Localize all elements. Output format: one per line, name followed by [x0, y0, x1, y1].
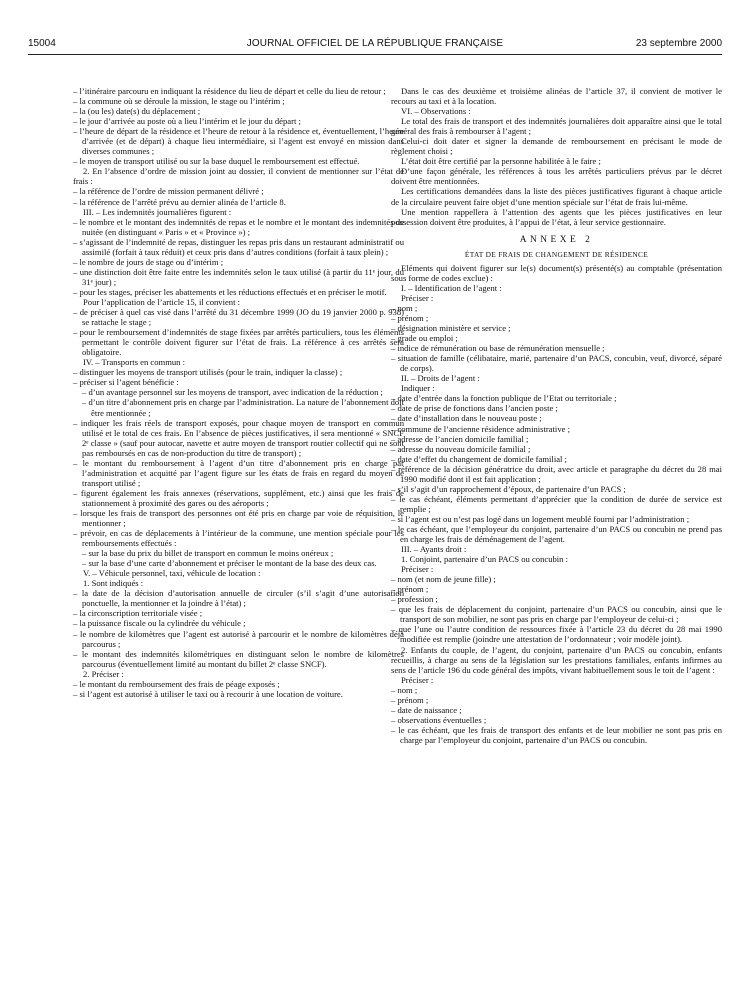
list-item: – date d’effet du changement de domicile familial ; [391, 453, 567, 464]
left-column [73, 86, 404, 699]
paragraph: 1. Conjoint, partenaire d’un PACS ou concubin : [401, 554, 569, 565]
paragraph: II. – Droits de l’agent : [401, 373, 480, 384]
header-rule [28, 54, 722, 55]
page-header [28, 38, 722, 52]
right-column [391, 86, 722, 745]
list-item: – prénom ; [391, 584, 429, 595]
list-item: – la commune où se déroule la mission, le stage ou l’intérim ; [73, 96, 285, 107]
paragraph: 1. Sont indiqués : [83, 578, 144, 589]
list-item: – grade ou emploi ; [391, 333, 458, 344]
list-item: – l’itinéraire parcouru en indiquant la résidence du lieu de départ et celle du lieu de retour ; [73, 86, 386, 96]
list-item: – adresse de l’ancien domicile familial ; [391, 433, 529, 444]
sub-list-item: – sur la base du prix du billet de transport en commun le moins onéreux ; [82, 548, 334, 559]
journal-title: JOURNAL OFFICIEL DE LA RÉPUBLIQUE FRANÇAISE [246, 38, 504, 49]
paragraph: Celui-ci doit dater et signer la demande de remboursement en précisant le mode de règlement choisi ; [391, 136, 722, 157]
list-item: – le montant du remboursement des frais de péage exposés ; [73, 678, 280, 689]
sub-list-item: – d’un avantage personnel sur les moyens de transport, avec indication de la réduction ; [82, 387, 383, 398]
list-item: – le montant des indemnités kilométriques en distinguant selon le nombre de kilomètres parcourus (éventuellement limité au montant du billet 2ᵉ classe SNCF). [73, 648, 404, 669]
list-item: – le montant du remboursement à l’agent d’un titre d’abonnement pris en charge par l’administration et acquitté par l’agent figure sur les états de frais en regard du moyen de transport utilisé ; [73, 457, 404, 488]
list-item: – adresse du nouveau domicile familial ; [391, 443, 531, 454]
list-item: – nom (et nom de jeune fille) ; [391, 574, 496, 585]
list-item: – pour le remboursement d’indemnités de stage fixées par arrêtés particuliers, tous les éléments permettant le contrôle doivent figurer sur l’état de frais. La référence à ces arrêtés sera obligatoire. [73, 327, 404, 358]
paragraph: 2. Préciser : [83, 668, 124, 679]
list-item: – le nombre de kilomètres que l’agent est autorisé à parcourir et le nombre de kilomètres déjà parcourus ; [73, 628, 404, 649]
list-item: – lorsque les frais de transport des personnes ont été pris en charge par voie de réquisition, le mentionner ; [73, 507, 404, 529]
list-item: – le cas échéant, éléments permettant d’apprécier que la condition de durée de service est remplie ; [391, 493, 722, 514]
list-item: – le cas échéant, que les frais de transport des enfants et de leur mobilier ne sont pas pris en charge par l’employeur du conjoint, partenaire d’un PACS ou concubin. [391, 724, 722, 745]
list-item: – que l’une ou l’autre condition de ressources fixée à l’article 23 du décret du 28 mai 1990 modifiée est remplie (joindre une attestation de l’ordonnateur ; voir modèle joint). [391, 624, 722, 645]
paragraph: III. – Les indemnités journalières figurent : [83, 206, 232, 217]
paragraph: 2. En l’absence d’ordre de mission joint au dossier, il convient de mentionner sur l’état de frais : [73, 166, 404, 187]
list-item: – prénom ; [391, 694, 429, 705]
list-item: – s’agissant de l’indemnité de repas, distinguer les repas pris dans un restaurant administratif ou assimilé (forfait à taux réduit) et ceux pris dans d’autres conditions (forfait à taux plein) ; [73, 236, 404, 257]
list-item: – de préciser à quel cas visé dans l’arrêté du 31 décembre 1999 (JO du 19 janvier 2000 p. 938) se rattache le stage ; [73, 307, 404, 328]
paragraph: Pour l’application de l’article 15, il convient : [83, 296, 241, 307]
paragraph: Une mention rappellera à l’attention des agents que les pièces justificatives en leur possession doivent être produites, à l’appui de l’état, à leur service gestionnaire. [391, 206, 722, 227]
paragraph: Préciser : [401, 564, 434, 575]
list-item: – la référence de l’ordre de mission permanent délivré ; [73, 186, 264, 197]
paragraph: IV. – Transports en commun : [83, 357, 186, 368]
publication-date: 23 septembre 2000 [635, 38, 722, 49]
list-item: – profession ; [391, 594, 438, 605]
paragraph: Préciser : [401, 674, 434, 685]
list-item: – si l’agent est ou n’est pas logé dans un logement meublé fourni par l’administration ; [391, 513, 690, 524]
list-item: – la (ou les) date(s) du déplacement ; [73, 106, 201, 117]
list-item: – le nombre de jours de stage ou d’intérim ; [73, 256, 224, 267]
paragraph: D’une façon générale, les références à tous les arrêtés particuliers prévus par le décret doivent être mentionnées. [391, 166, 722, 187]
paragraph: I. – Identification de l’agent : [401, 282, 502, 293]
page-number: 15004 [28, 38, 56, 49]
sub-list-item: – d’un titre d’abonnement pris en charge par l’administration. La nature de l’abonnement doit être mentionnée ; [82, 397, 405, 418]
list-item: – l’heure de départ de la résidence et l’heure de retour à la résidence et, éventuellement, l’heure d’arrivée (et de départ) à chaque lieu intermédiaire, si l’agent est envoyé en mission dans diverses communes ; [73, 126, 404, 157]
list-item: – s’il s’agit d’un rapprochement d’époux, de partenaire d’un PACS ; [391, 483, 626, 494]
paragraph: 2. Enfants du couple, de l’agent, du conjoint, partenaire d’un PACS ou concubin, enfants recueillis, à charge au sens de la législation sur les prestations familiales, enfants infirmes au sens de l’article 196 du code général des impôts, vivant habituellement sous le toit de l’agent : [391, 644, 722, 675]
list-item: – préciser si l’agent bénéficie : [73, 377, 179, 388]
list-item: – que les frais de déplacement du conjoint, partenaire d’un PACS ou concubin, ainsi que le transport de son mobilier, ne sont pas pris en charge par l’employeur de celui-ci ; [391, 604, 722, 625]
list-item: – la circonscription territoriale visée ; [73, 608, 203, 619]
paragraph: III. – Ayants droit : [401, 544, 467, 555]
list-item: – indiquer les frais réels de transport exposés, pour chaque moyen de transport en commun utilisé et le total de ces frais. En l’absence de pièces justificatives, il sera mentionné « SNCF 2ᵉ classe » (sauf pour autocar, navette et autre moyen de transport routier collectif qui ne sont pas remboursés en cas de non-production du titre de transport) ; [73, 417, 404, 458]
list-item: – distinguer les moyens de transport utilisés (pour le train, indiquer la classe) ; [73, 367, 343, 378]
list-item: – nom ; [391, 684, 418, 695]
paragraph: Indiquer : [401, 383, 435, 394]
paragraph: Dans le cas des deuxième et troisième alinéas de l’article 37, il convient de motiver le recours au taxi et à la location. [391, 86, 722, 107]
list-item: – prénom ; [391, 312, 429, 323]
paragraph: Le total des frais de transport et des indemnités journalières doit apparaître ainsi que le total général des frais à rembourser à l’agent ; [391, 116, 722, 137]
list-item: – figurent également les frais annexes (réservations, supplément, etc.) ainsi que les frais de stationnement à proximité des gares ou des aéroports ; [73, 487, 404, 508]
list-item: – le cas échéant, que l’employeur du conjoint, partenaire d’un PACS ou concubin ne prend pas en charge les frais de déménagement de l’agent. [391, 523, 722, 545]
list-item: – une distinction doit être faite entre les indemnités selon le taux utilisé (à partir du 11ᵉ jour, du 31ᵉ jour) ; [73, 266, 404, 287]
list-item: – le jour d’arrivée au poste où a lieu l’intérim et le jour du départ ; [73, 116, 301, 127]
list-item: – si l’agent est autorisé à utiliser le taxi ou à recourir à une location de voiture. [73, 688, 343, 699]
paragraph: VI. – Observations : [401, 106, 471, 117]
list-item: – date d’entrée dans la fonction publique de l’Etat ou territoriale ; [391, 393, 617, 404]
list-item: – la date de la décision d’autorisation annuelle de circuler (s’il s’agit d’une autorisation ponctuelle, la mentionner et la joindre à l’état) ; [73, 588, 404, 609]
list-item: – désignation ministère et service ; [391, 323, 511, 334]
paragraph: Les certifications demandées dans la liste des pièces justificatives figurant à chaque article de la circulaire peuvent faire objet d’une mention spéciale sur l’état de frais lui-même. [391, 186, 722, 207]
list-item: – le nombre et le montant des indemnités de repas et le nombre et le montant des indemnités de nuitée (en distinguant « Paris » et « Province ») ; [73, 216, 404, 237]
paragraph: V. – Véhicule personnel, taxi, véhicule de location : [83, 568, 261, 579]
list-item: – observations éventuelles ; [391, 714, 487, 725]
list-item: – date de prise de fonctions dans l’ancien poste ; [391, 403, 558, 414]
list-item: – commune de l’ancienne résidence administrative ; [391, 423, 570, 434]
list-item: – le moyen de transport utilisé ou sur la base duquel le remboursement est effectué. [73, 156, 360, 167]
list-item: – date d’installation dans le nouveau poste ; [391, 413, 542, 424]
paragraph: Eléments qui doivent figurer sur le(s) document(s) présenté(s) au comptable (présentation sous forme de codes exclue) : [391, 262, 722, 283]
list-item: – situation de famille (célibataire, marié, partenaire d’un PACS, concubin, veuf, divorcé, séparé de corps). [391, 353, 722, 374]
list-item: – nom ; [391, 302, 418, 313]
list-item: – indice de rémunération ou base de rémunération mensuelle ; [391, 343, 605, 354]
list-item: – référence de la décision génératrice du droit, avec article et paragraphe du décret du 28 mai 1990 modifié dont il est fait application ; [391, 463, 722, 484]
sub-list-item: – sur la base d’une carte d’abonnement et préciser le montant de la base des deux cas. [82, 558, 377, 569]
annex-heading: ANNEXE 2 [519, 234, 594, 245]
paragraph: Préciser : [401, 292, 434, 303]
list-item: – la référence de l’arrêté prévu au dernier alinéa de l’article 8. [73, 196, 286, 207]
list-item: – date de naissance ; [391, 704, 462, 715]
list-item: – la puissance fiscale ou la cylindrée du véhicule ; [73, 618, 246, 629]
list-item: – pour les stages, préciser les abattements et les réductions effectués et en préciser le motif. [73, 286, 387, 297]
annex-subtitle: ÉTAT DE FRAIS DE CHANGEMENT DE RÉSIDENCE [464, 249, 649, 259]
list-item: – prévoir, en cas de déplacements à l’intérieur de la commune, une mention spéciale pour les remboursements effectués : [73, 528, 404, 549]
paragraph: L’état doit être certifié par la personne habilitée à le faire ; [401, 156, 601, 167]
